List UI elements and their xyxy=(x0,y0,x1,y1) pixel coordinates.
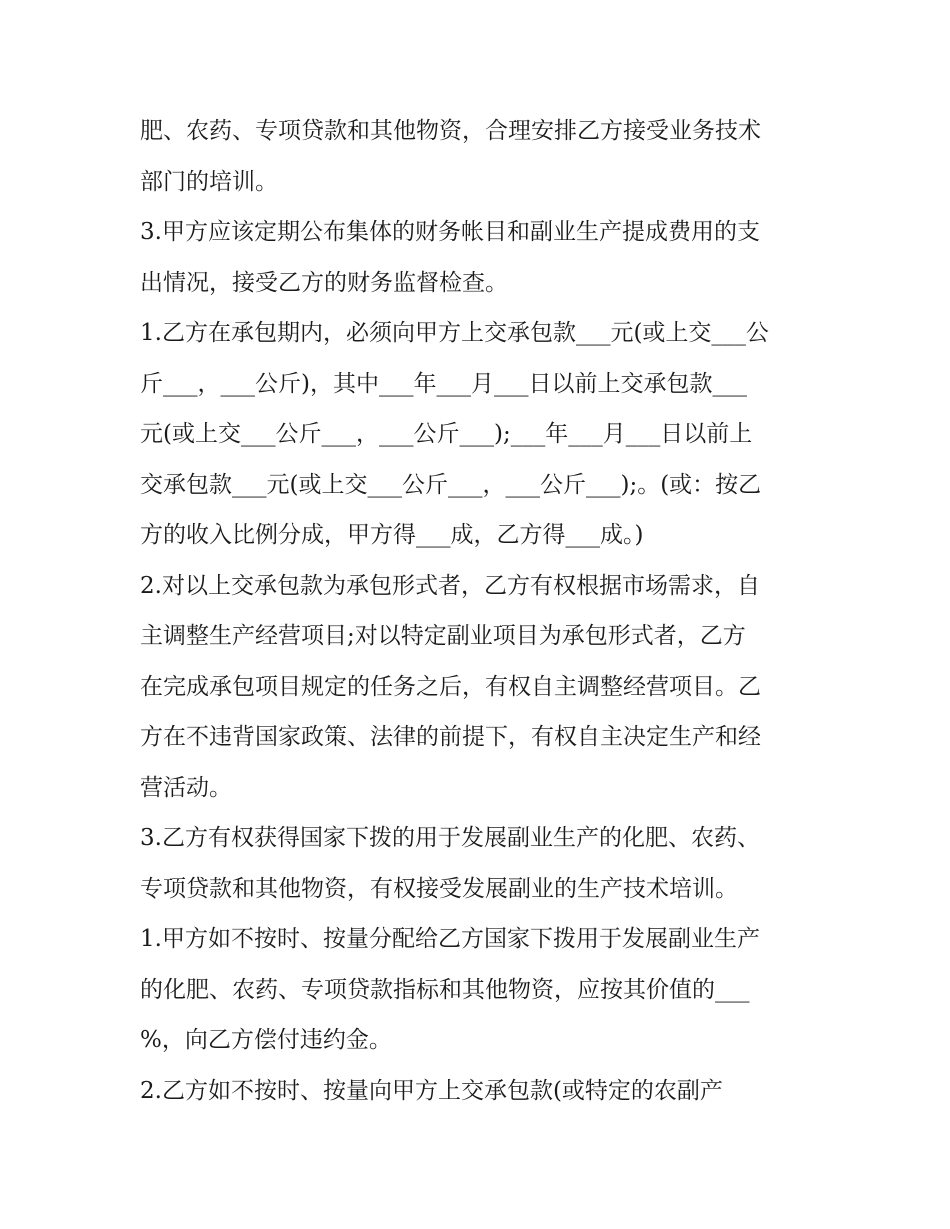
text-line: 部门的培训。 xyxy=(140,168,278,195)
text-line: 出情况，接受乙方的财务监督检查。 xyxy=(140,269,508,296)
text-line: 的化肥、农药、专项贷款指标和其他物资，应按其价值的___ xyxy=(140,976,750,1003)
text-line: 专项贷款和其他物资，有权接受发展副业的生产技术培训。 xyxy=(140,875,738,902)
text-line: 交承包款___元(或上交___公斤___，___公斤___);。(或：按乙 xyxy=(140,471,762,498)
text-line: 肥、农药、专项贷款和其他物资，合理安排乙方接受业务技术 xyxy=(140,118,761,144)
text-line: 1.乙方在承包期内，必须向甲方上交承包款___元(或上交___公 xyxy=(140,320,769,346)
text-line: 方在不违背国家政策、法律的前提下，有权自主决定生产和经 xyxy=(140,724,761,750)
text-line: 3.乙方有权获得国家下拨的用于发展副业生产的化肥、农药、 xyxy=(140,825,760,851)
text-line: 2.乙方如不按时、按量向甲方上交承包款(或特定的农副产 xyxy=(140,1077,723,1104)
text-line: 方的收入比例分成，甲方得___成，乙方得___成。) xyxy=(140,522,644,548)
text-line: 3.甲方应该定期公布集体的财务帐目和副业生产提成费用的支 xyxy=(140,219,760,245)
text-line: 2.对以上交承包款为承包形式者，乙方有权根据市场需求，自 xyxy=(140,572,760,599)
text-line: 在完成承包项目规定的任务之后，有权自主调整经营项目。乙 xyxy=(140,673,761,700)
text-line: %，向乙方偿付违约金。 xyxy=(140,1027,392,1053)
text-line: 斤___，___公斤)，其中___年___月___日以前上交承包款___ xyxy=(140,370,747,397)
text-line: 主调整生产经营项目;对以特定副业项目为承包形式者，乙方 xyxy=(140,623,746,649)
text-line: 营活动。 xyxy=(140,774,232,801)
document-body xyxy=(140,106,820,1116)
text-line: 元(或上交___公斤___，___公斤___);___年___月___日以前上 xyxy=(140,421,753,447)
text-line: 1.甲方如不按时、按量分配给乙方国家下拨用于发展副业生产 xyxy=(140,926,760,952)
